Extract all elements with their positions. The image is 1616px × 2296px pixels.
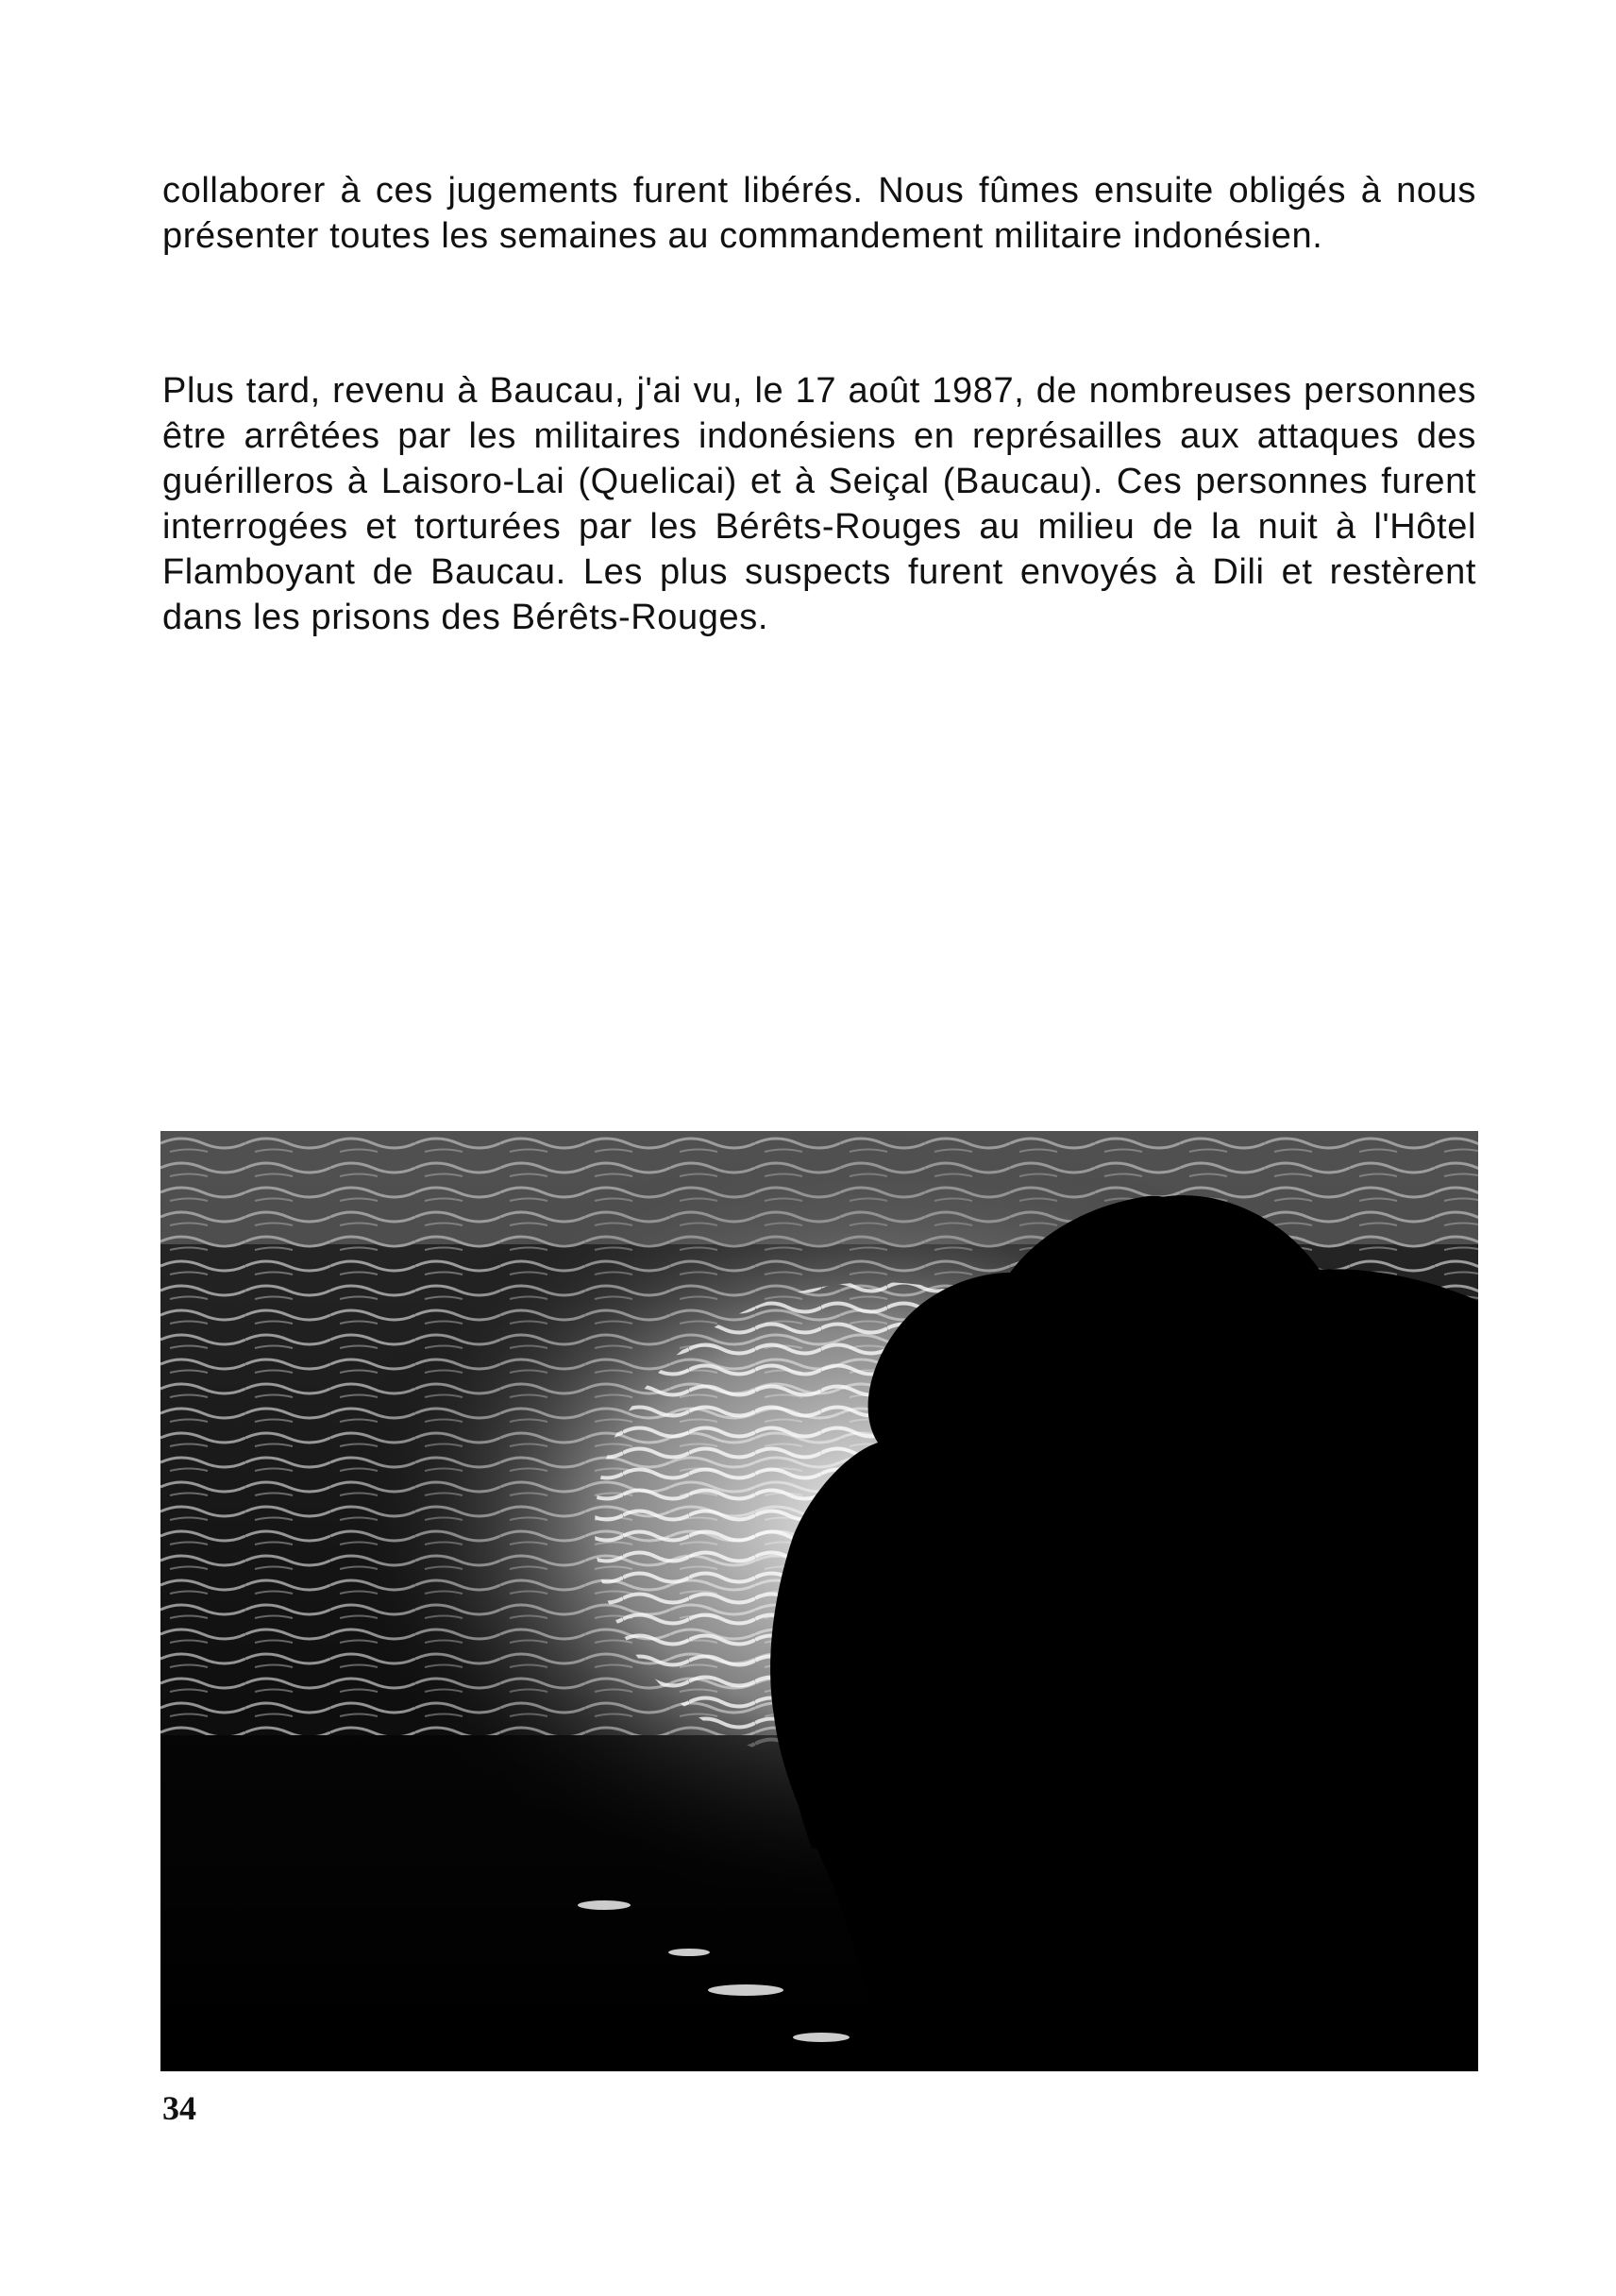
page-number: 34	[162, 2089, 196, 2127]
photo-graphic	[160, 1131, 1478, 2071]
photograph-silhouette-in-water	[160, 1131, 1478, 2071]
paragraph-1: collaborer à ces jugements furent libérés. Nous fûmes ensuite obligés à nous présenter toutes les semaines au commandement militaire indonésien.	[162, 171, 1476, 256]
paragraph-2: Plus tard, revenu à Baucau, j'ai vu, le 17 août 1987, de nombreuses personnes être arrêtées par les militaires indonésiens en représailles aux attaques des guérilleros à Laisoro-Lai (Quelicai) et à Seiçal (Baucau). Ces personnes furent interrogées et torturées par les Bérêts-Rouges au milieu de la nuit à l'Hôtel Flamboyant de Baucau. Les plus suspects furent envoyés à Dili et restèrent dans les prisons des Bérêts-Rouges.	[162, 371, 1476, 637]
